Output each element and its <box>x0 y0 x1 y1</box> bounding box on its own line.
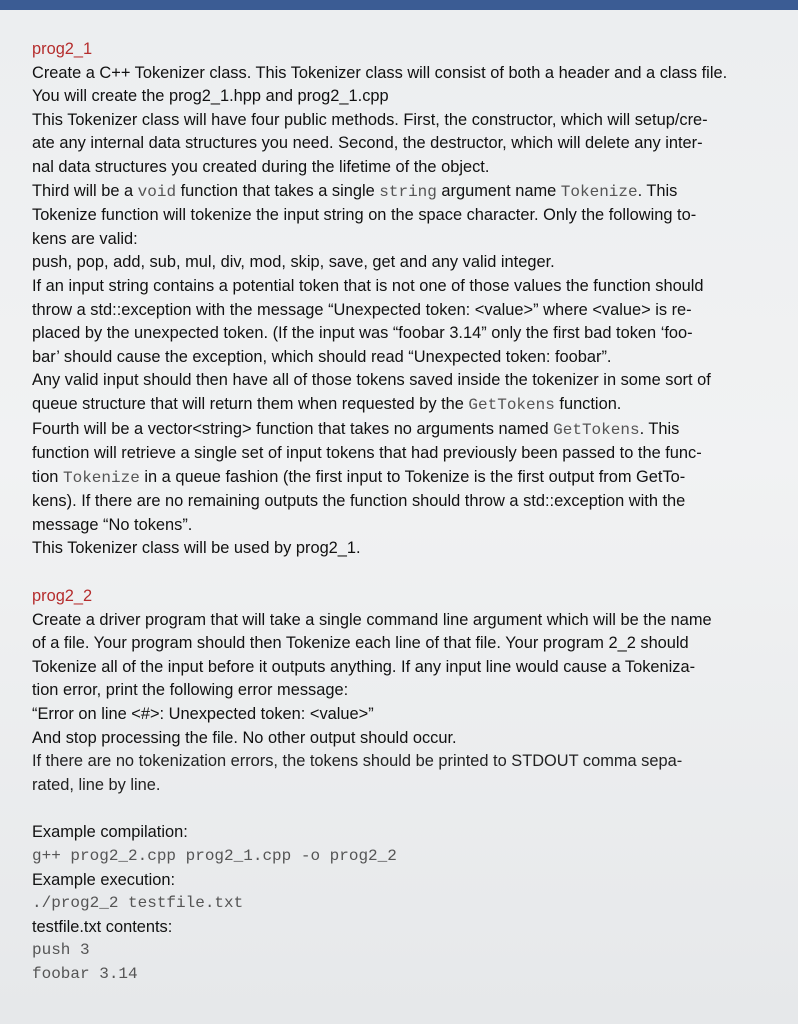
text-line: Tokenize all of the input before it outputs anything. If any input line would cause a Tokeniza- <box>32 657 696 676</box>
document-body <box>32 38 780 987</box>
code-span: Tokenize <box>560 182 638 201</box>
text-line: You will create the prog2_1.hpp and prog2_1.cpp <box>32 87 389 106</box>
testfile-line: foobar 3.14 <box>32 964 138 983</box>
example-compilation-command: g++ prog2_2.cpp prog2_1.cpp -o prog2_2 <box>32 847 397 865</box>
text-span: Fourth will be a vector<string> function that takes no arguments named <box>32 419 554 438</box>
text-line: message “No tokens”. <box>32 515 193 534</box>
text-line <box>32 393 780 418</box>
text-line: bar’ should cause the exception, which should read “Unexpected token: foobar”. <box>32 347 612 366</box>
text-line: ate any internal data structures you need. Second, the destructor, which will delete any inter- <box>32 134 703 153</box>
text-span: tion <box>32 467 63 486</box>
text-line: rated, line by line. <box>32 775 161 794</box>
text-line <box>32 418 780 443</box>
section-spacer <box>32 797 780 821</box>
text-line: This Tokenizer class will have four public methods. First, the constructor, which will setup/cre- <box>32 110 708 129</box>
example-compilation-label: Example compilation: <box>32 823 188 842</box>
section-heading-prog2-1: prog2_1 <box>32 40 93 58</box>
text-line <box>32 466 780 491</box>
window-top-bar <box>0 0 798 10</box>
section-spacer <box>32 561 780 585</box>
text-span: Third will be a <box>32 181 138 200</box>
text-line: placed by the unexpected token. (If the input was “foobar 3.14” only the first bad token ‘foo- <box>32 324 693 343</box>
text-line: throw a std::exception with the message “Unexpected token: <value>” where <value> is re- <box>32 300 692 319</box>
text-line: Create a C++ Tokenizer class. This Tokenizer class will consist of both a header and a class file. <box>32 63 728 82</box>
text-line: If there are no tokenization errors, the tokens should be printed to STDOUT comma sepa- <box>32 752 683 771</box>
text-line: nal data structures you created during the lifetime of the object. <box>32 157 490 176</box>
text-span: argument name <box>436 181 561 200</box>
section-heading-prog2-2: prog2_2 <box>32 587 93 606</box>
text-line: of a file. Your program should then Tokenize each line of that file. Your program 2_2 should <box>32 634 689 653</box>
text-line: Tokenize function will tokenize the input string on the space character. Only the following to- <box>32 206 697 225</box>
text-span: . This <box>639 419 680 438</box>
text-line: tion error, print the following error message: <box>32 681 349 700</box>
text-span: in a queue fashion (the first input to Tokenize is the first output from GetTo- <box>139 467 686 486</box>
text-span: queue structure that will return them when requested by the <box>32 394 469 413</box>
text-line: If an input string contains a potential token that is not one of those values the function should <box>32 276 704 295</box>
text-line: kens are valid: <box>32 229 138 248</box>
code-span: string <box>379 182 437 201</box>
code-span: GetTokens <box>553 420 640 439</box>
text-line: push, pop, add, sub, mul, div, mod, skip, save, get and any valid integer. <box>32 253 555 272</box>
text-line: function will retrieve a single set of input tokens that had previously been passed to the func- <box>32 444 702 463</box>
text-line: kens). If there are no remaining outputs the function should throw a std::exception with the <box>32 492 686 511</box>
text-line: And stop processing the file. No other output should occur. <box>32 728 457 747</box>
testfile-line: push 3 <box>32 941 90 960</box>
text-line: “Error on line <#>: Unexpected token: <value>” <box>32 705 374 724</box>
text-line: Create a driver program that will take a single command line argument which will be the name <box>32 610 712 629</box>
text-span: function. <box>554 394 622 413</box>
text-span: function that takes a single <box>176 181 380 200</box>
text-line <box>32 180 780 205</box>
text-span: . This <box>637 181 678 200</box>
text-line: Any valid input should then have all of those tokens saved inside the tokenizer in some sort of <box>32 371 711 390</box>
testfile-contents-label: testfile.txt contents: <box>32 917 173 936</box>
example-execution-label: Example execution: <box>32 870 176 889</box>
code-span: Tokenize <box>62 468 140 487</box>
code-span: GetTokens <box>468 395 555 414</box>
code-span: void <box>137 182 177 201</box>
example-execution-command: ./prog2_2 testfile.txt <box>32 894 244 913</box>
text-line: This Tokenizer class will be used by prog2_1. <box>32 539 361 558</box>
